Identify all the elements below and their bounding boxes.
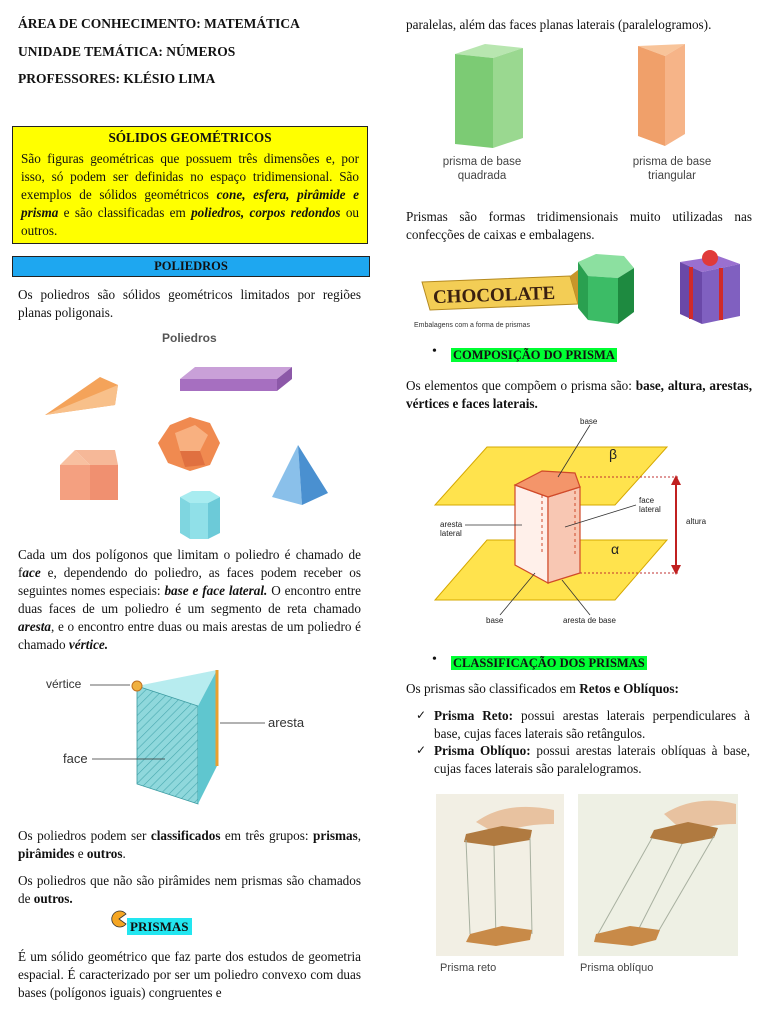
composicao-heading-text: COMPOSIÇÃO DO PRISMA [453,348,615,362]
header-teacher: PROFESSORES: KLÉSIO LIMA [18,71,216,86]
poliedros-p1 [18,546,361,654]
p1e: O encontro entre duas faces de um poliedro é um segmento de reta chamado [18,583,361,616]
solidos-title: SÓLIDOS GEOMÉTRICOS [108,130,272,145]
triangular-prism-solid [60,450,118,500]
orange-triangular-prism [638,44,685,146]
p2e: , [357,828,361,843]
gift-box [680,250,740,324]
poliedros-bar: POLIEDROS [12,256,370,277]
classificacao-heading [451,656,647,671]
p1g: , e o encontro entre duas ou mais arestas de um poliedro é chamado [18,619,361,652]
diagram-base-top: base [580,417,598,426]
p2f: pirâmides [18,846,75,861]
check-icon: ✓ [416,708,427,722]
prismas-heading [127,919,192,935]
p1b: ace [22,565,41,580]
caption-prisma-obliquo: Prisma oblíquo [580,962,654,974]
p3b: outros. [33,891,73,906]
obliquo-label: Prisma Oblíquo: [434,743,531,758]
cap1b: quadrada [457,170,507,182]
prisma-obliquo-text [434,742,750,778]
class-b: Retos e Oblíquos: [579,681,679,696]
hexagonal-prism-solid [180,491,220,539]
bullet-icon: • [432,344,437,359]
reto-obliquo-photos [436,794,740,978]
diagram-alpha: α [611,541,620,557]
p1f: aresta [18,619,51,634]
orange-polyhedron-solid [158,417,220,471]
p1c: e, dependendo do poliedro, as faces podem receber os seguintes nomes especiais: [18,565,361,598]
pacman-icon [110,910,128,928]
purple-box-solid [180,367,292,391]
prism-parts-figure [40,668,350,808]
d-aresta1: aresta [440,520,463,529]
reto-text: possui arestas laterais perpendiculares à base, cujas faces laterais são retângulos. [434,708,750,741]
diagram-base-bottom: base [486,616,504,625]
classificacao-text [406,680,752,698]
caption-square [412,155,552,183]
label-aresta: aresta [268,715,305,730]
caption-prisma-reto: Prisma reto [440,962,497,974]
poliedros-p3 [18,872,361,908]
solidos-t4: poliedros, corpos redondos [191,205,341,220]
prisma-cont: paralelas, além das faces planas laterais (paralelogramos). [406,17,712,32]
reto-label: Prisma Reto: [434,708,514,723]
d-aresta2: lateral [440,529,462,538]
prismas-p4: É um sólido geométrico que faz parte dos estudos de geometria espacial. É caracterizado por ser um poliedro convexo com duas bases (polígonos iguais) congruentes e [18,949,361,1000]
vertex-dot [132,681,142,691]
p1h: vértice. [68,637,109,652]
caption-triangular [602,155,742,183]
p3a: Os poliedros que não são pirâmides nem prismas são chamados de [18,873,361,906]
packaging-caption: Embalagens com a forma de prismas [414,322,530,329]
solidos-box [12,126,368,244]
d-face1: face [639,496,655,505]
pyramid-solid [272,445,328,505]
p2c: em três grupos: [220,828,313,843]
solidos-t5: ou outros. [21,205,360,238]
comp-a: Os elementos que compõem o prisma são: [406,378,636,393]
p1a: Cada um dos polígonos que limitam o poliedro é chamado de f [18,547,361,580]
diagram-aresta-lateral [440,520,462,538]
classificacao-heading-text: CLASSIFICAÇÃO DOS PRISMAS [453,656,645,670]
cap2a: prisma de base [632,156,712,168]
wedge-solid [45,377,118,415]
p2a: Os poliedros podem ser [18,828,151,843]
green-hex-box [578,254,634,324]
diagram-beta: β [609,446,618,462]
header-unit: UNIDADE TEMÁTICA: NÚMEROS [18,44,236,59]
label-vertice: vértice [46,677,82,691]
composicao-heading [451,348,617,363]
solidos-text [21,150,359,240]
poliedros-intro: Os poliedros são sólidos geométricos limitados por regiões planas poligonais. [18,287,361,320]
p2i: . [122,846,126,861]
label-face: face [63,751,88,766]
poliedros-figure-title: Poliedros [162,331,217,345]
class-a: Os prismas são classificados em [406,681,580,696]
poliedros-p2 [18,827,361,863]
chocolate-label: CHOCOLATE [432,282,556,309]
prismas-embalagens: Prismas são formas tridimensionais muito utilizadas nas confecções de caixas e embalagens. [406,209,752,242]
prismas-heading-text: PRISMAS [127,918,192,935]
cap2b: triangular [648,170,696,182]
cap1a: prisma de base [442,156,522,168]
prisma-reto-text [434,707,750,743]
bullet-icon-2: • [432,652,437,667]
obliquo-text: possui arestas laterais oblíquas à base, cujas faces laterais são paralelogramos. [434,743,751,776]
solidos-t2: cone, esfera, pirâmide e prisma [21,187,360,220]
diagram-altura: altura [686,517,707,526]
solidos-t1: São figuras geométricas que possuem três dimensões e, por isso, só podem ser definidas no espaço tridimensional. São exemplos de sólidos geométricos [21,151,359,202]
p1d: base e face lateral. [164,583,268,598]
diagram-face [639,496,661,514]
check-icon-2: ✓ [416,743,427,757]
p2h: outros [86,846,123,861]
composicao-text [406,377,752,413]
prisms-figure [445,40,735,155]
comp-b: base, altura, arestas, vértices e faces laterais. [406,378,752,411]
diagram-aresta-base: aresta de base [563,616,616,625]
d-face2: lateral [639,505,661,514]
p2b: classificados [150,828,221,843]
green-square-prism [455,44,523,148]
header-area: ÁREA DE CONHECIMENTO: MATEMÁTICA [18,16,300,31]
p2d: prismas [313,828,358,843]
poliedros-figure [40,355,340,545]
solidos-t3: e são classificadas em [58,205,192,220]
p2g: e [74,846,87,861]
